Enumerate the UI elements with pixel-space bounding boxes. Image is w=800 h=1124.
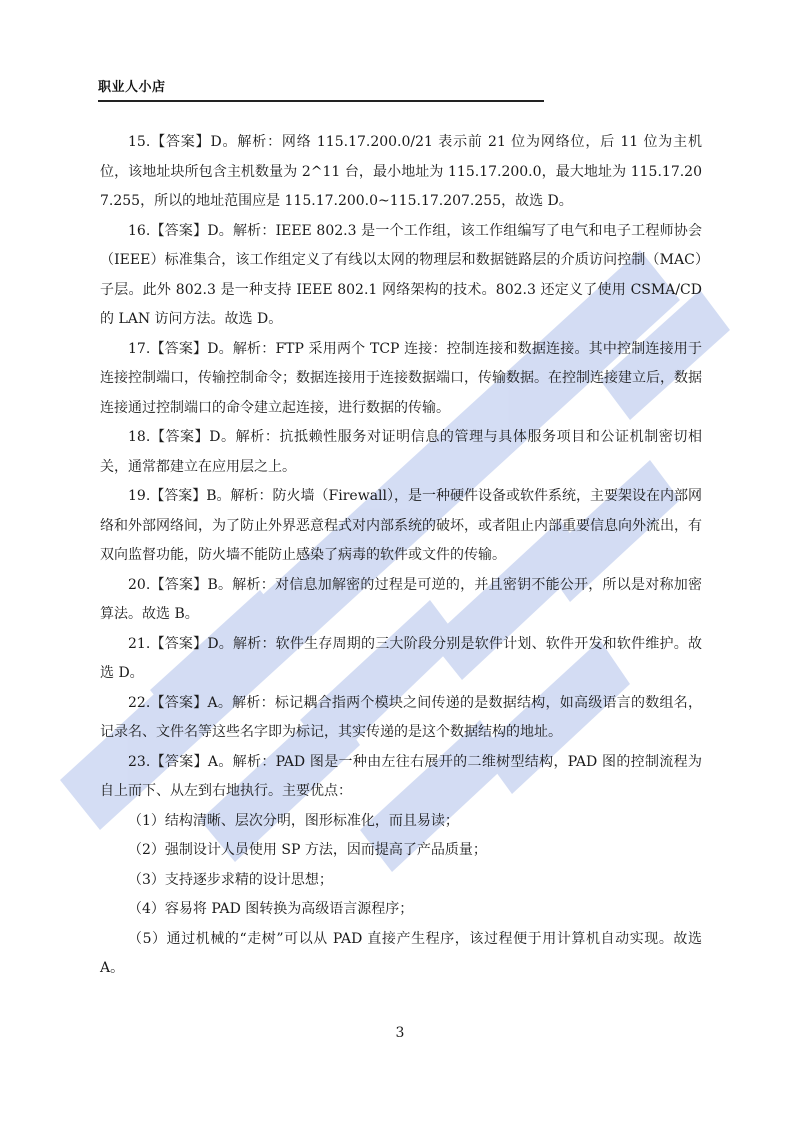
pad-advantage-4: （4）容易将 PAD 图转换为高级语言源程序； <box>128 901 414 917</box>
page-header <box>98 74 544 102</box>
page-number: 3 <box>395 1025 405 1041</box>
answer-22: 22.【答案】A。解析：标记耦合指两个模块之间传递的是数据结构，如高级语言的数组名，记录名、文件名等这些名字即为标记，其实传递的是这个数据结构的地址。 <box>100 694 702 740</box>
answer-20: 20.【答案】B。解析：对信息加解密的过程是可逆的，并且密钥不能公开，所以是对称加密算法。故选 B。 <box>100 576 702 622</box>
answer-16: 16.【答案】D。解析：IEEE 802.3 是一个工作组，该工作组编写了电气和电子工程师协会（IEEE）标准集合，该工作组定义了有线以太网的物理层和数据链路层的介质访问控制（MAC）子层。此外 802.3 是一种支持 IEEE 802.1 网络架构的技术。802.3 还定义了使用 CSMA/CD 的 LAN 访问方法。故选 D。 <box>100 222 702 327</box>
answer-23: 23.【答案】A。解析：PAD 图是一种由左往右展开的二维树型结构，PAD 图的控制流程为自上而下、从左到右地执行。主要优点： <box>100 753 702 799</box>
answer-content <box>100 128 702 984</box>
pad-advantage-1: （1）结构清晰、层次分明，图形标准化，而且易读； <box>128 812 459 829</box>
answer-18: 18.【答案】D。解析：抗抵赖性服务对证明信息的管理与具体服务项目和公证机制密切相关，通常都建立在应用层之上。 <box>100 429 702 475</box>
pad-advantage-2: （2）强制设计人员使用 SP 方法，因而提高了产品质量； <box>128 842 487 858</box>
answer-15: 15.【答案】D。解析：网络 115.17.200.0/21 表示前 21 位为网络位，后 11 位为主机位，该地址块所包含主机数量为 2^11 台，最小地址为 115.17.200.0，最大地址为 115.17.207.255，所以的地址范围应是 115.17.200.0~115.17.207.255，故选 D。 <box>100 134 702 209</box>
pad-advantage-5: （5）通过机械的“走树”可以从 PAD 直接产生程序，该过程便于用计算机自动实现。故选 A。 <box>100 930 702 976</box>
answer-19: 19.【答案】B。解析：防火墙（Firewall），是一种硬件设备或软件系统，主要架设在内部网络和外部网络间，为了防止外界恶意程式对内部系统的破坏，或者阻止内部重要信息向外流出，有双向监督功能，防火墙不能防止感染了病毒的软件或文件的传输。 <box>100 488 703 563</box>
answer-21: 21.【答案】D。解析：软件生存周期的三大阶段分别是软件计划、软件开发和软件维护。故选 D。 <box>100 635 702 681</box>
header-title: 职业人小店 <box>98 80 166 95</box>
pad-advantage-3: （3）支持逐步求精的设计思想； <box>128 871 333 888</box>
answer-17: 17.【答案】D。解析：FTP 采用两个 TCP 连接：控制连接和数据连接。其中控制连接用于连接控制端口，传输控制命令；数据连接用于连接数据端口，传输数据。在控制连接建立后，数据连接通过控制端口的命令建立起连接，进行数据的传输。 <box>100 340 702 416</box>
